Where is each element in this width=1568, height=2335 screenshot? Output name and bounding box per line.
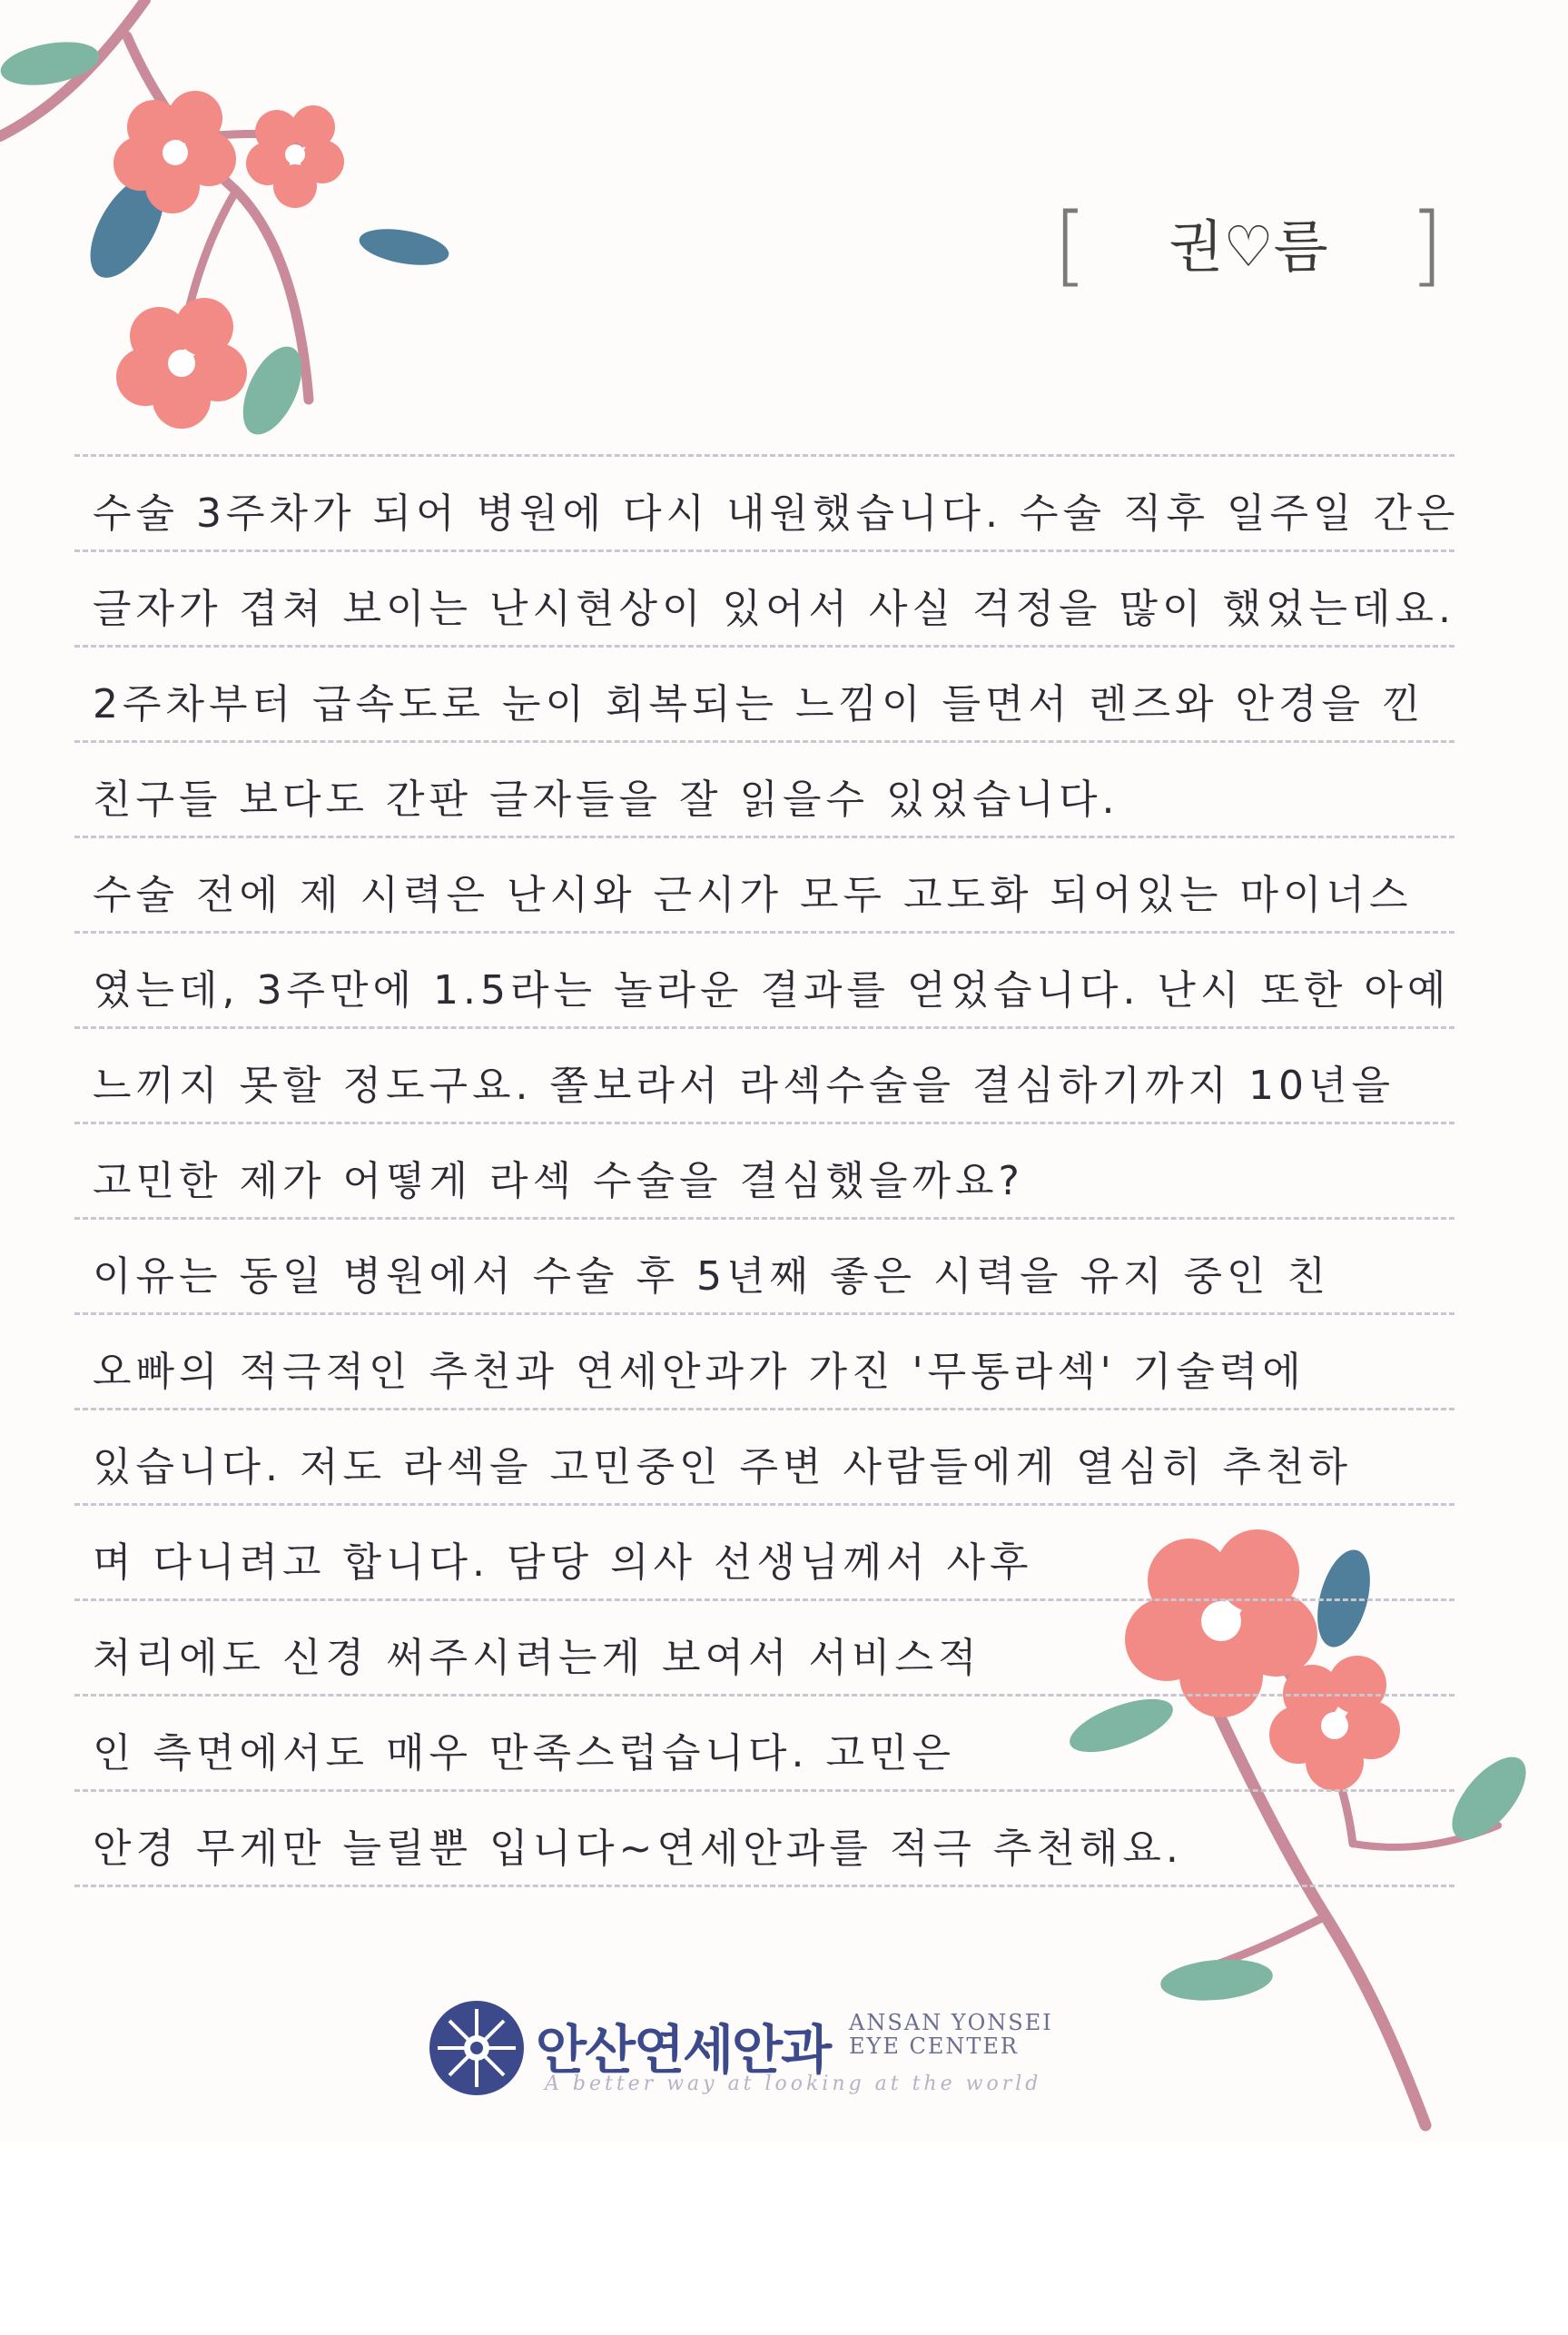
letter-line-text: 처리에도 신경 써주시려는게 보여서 서비스적 [93,1635,981,1681]
clinic-name-english-line2: EYE CENTER [849,2033,1019,2059]
letter-body [74,454,1460,1894]
author-name: 권♡름 [1169,213,1328,280]
letter-line [74,740,1455,836]
letter-line [74,1217,1455,1312]
letter-line-text: 였는데, 3주만에 1.5라는 놀라운 결과를 얻었습니다. 난시 또한 아예 [93,967,1451,1014]
letter-line-bottom [74,1885,1455,1894]
letter-line [74,549,1455,645]
letter-line-text: 수술 전에 제 시력은 난시와 근시가 모두 고도화 되어있는 마이너스 [93,872,1413,918]
letter-line-text: 이유는 동일 병원에서 수술 후 5년째 좋은 시력을 유지 중인 친 [93,1253,1330,1300]
letter-line [74,931,1455,1026]
clinic-name-korean: 안산연세안과 [536,2019,831,2081]
clinic-name-english-line1: ANSAN YONSEI [849,2010,1053,2035]
letter-line-text: 느끼지 못할 정도구요. 쫄보라서 라섹수술을 결심하기까지 10년을 [93,1063,1395,1109]
letter-line-text: 있습니다. 저도 라섹을 고민중인 주변 사람들에게 열심히 추천하 [93,1444,1352,1490]
author-name-box [1053,195,1444,304]
bracket-close: ] [1409,194,1444,296]
letter-line [74,1408,1455,1503]
letter-line-text: 친구들 보다도 간판 글자들을 잘 읽을수 있었습니다. [93,777,1119,823]
letter-line-text: 고민한 제가 어떻게 라섹 수술을 결심했을까요? [93,1158,1024,1204]
clinic-name-english [849,2011,1053,2058]
letter-line [74,1503,1455,1598]
letter-line-text: 인 측면에서도 매우 만족스럽습니다. 고민은 [93,1730,956,1776]
letter-line [74,1789,1455,1885]
letter-line-text: 오빠의 적극적인 추천과 연세안과가 가진 '무통라섹' 기술력에 [93,1349,1306,1395]
bracket-open: [ [1053,194,1088,296]
letter-line [74,1694,1455,1789]
letter-line-text: 수술 3주차가 되어 병원에 다시 내원했습니다. 수술 직후 일주일 간은 [93,490,1460,537]
letter-line [74,454,1460,549]
letter-line [74,1122,1455,1217]
letter-line [74,645,1455,740]
cherry-blossom-top-left [0,0,472,472]
letter-line [74,1026,1455,1122]
clinic-logo-icon [427,1998,527,2098]
letter-line-text: 글자가 겹쳐 보이는 난시현상이 있어서 사실 걱정을 많이 했었는데요. [93,586,1455,632]
clinic-tagline: A better way at looking at the world [545,2073,1042,2095]
letter-line [74,1312,1455,1408]
letter-line-text: 안경 무게만 늘릴뿐 입니다~연세안과를 적극 추천해요. [93,1825,1183,1872]
letter-line [74,1598,1455,1694]
letter-line-text: 며 다니려고 합니다. 담당 의사 선생님께서 사후 [93,1539,1033,1586]
clinic-logo [427,1989,1080,2107]
letter-line [74,836,1455,931]
letter-line-text: 2주차부터 급속도로 눈이 회복되는 느낌이 들면서 렌즈와 안경을 낀 [93,681,1425,727]
